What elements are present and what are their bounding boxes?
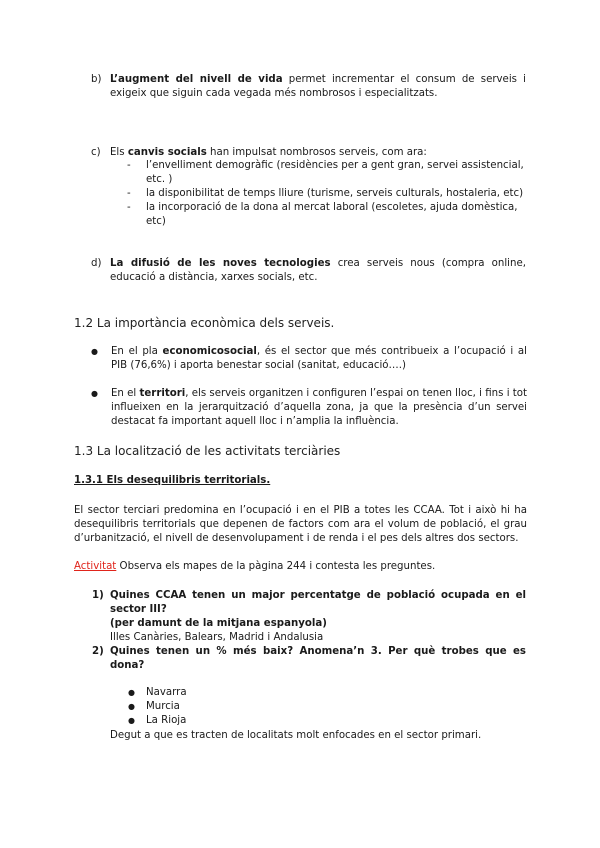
activity-line [74, 560, 534, 574]
question-1-number: 1) [92, 590, 104, 601]
item-d-rest: crea serveis nous (compra online, educació a distància, xarxes socials, etc. [110, 258, 526, 283]
item-c-sub-1: l’envelliment demogràfic (residències per a gent gran, servei assistencial, etc. ) [146, 160, 524, 185]
item-c-pre: Els [110, 147, 128, 158]
item-d-text [110, 257, 526, 285]
question-2-bold: Quines tenen un % més baix? Anomena’n 3. Per què trobes que es dona? [110, 646, 526, 671]
list-item: La Rioja [146, 715, 187, 726]
list-item: Murcia [146, 701, 180, 712]
item-c-sub-3: la incorporació de la dona al mercat laboral (escoletes, ajuda domèstica, etc) [146, 202, 518, 227]
question-1-text [110, 589, 526, 617]
section-1-3-1-subtitle [74, 474, 270, 488]
item-c-bold: canvis socials [127, 147, 207, 158]
bullet-icon: ● [128, 716, 135, 725]
item-c-rest: han impulsat nombrosos serveis, com ara: [206, 147, 427, 158]
dash-marker: - [127, 160, 131, 171]
item-d-marker: d) [91, 258, 102, 269]
item-c-marker: c) [91, 147, 101, 158]
question-2-number: 2) [92, 646, 104, 657]
dash-marker: - [127, 188, 131, 199]
question-1-sub-bold: (per damunt de la mitjana espanyola) [110, 618, 327, 629]
section-1-3-paragraph: El sector terciari predomina en l’ocupació i en el PIB a totes les CCAA. Tot i això hi ha desequilibris territorials que depenen de factors com ara el volum de població, el grau d’urbanització, el nivell de desenvolupament i de renda i el pes dels altres dos sectors. [74, 505, 527, 544]
question-1-answer: Illes Canàries, Balears, Madrid i Andalusia [110, 632, 324, 643]
section-1-3-title: 1.3 La localització de les activitats terciàries [74, 444, 341, 458]
bullet-2-text [111, 387, 527, 429]
list-item: Navarra [146, 687, 187, 698]
item-b-rest: permet incrementar el consum de serveis i exigeix que siguin cada vegada més nombrosos i especialitzats. [110, 74, 526, 99]
item-b-text [110, 73, 526, 101]
bullet-icon: ● [128, 702, 135, 711]
activity-label: Activitat [74, 561, 117, 572]
question-1-sub [110, 617, 526, 631]
bullet-icon: ● [128, 688, 135, 697]
question-1-bold: Quines CCAA tenen un major percentatge de població ocupada en el sector III? [110, 590, 526, 615]
bullet-icon: ● [91, 389, 98, 398]
bullet-2-pre: En el [111, 388, 140, 399]
item-c-sub-2: la disponibilitat de temps lliure (turisme, serveis culturals, hostaleria, etc) [146, 188, 524, 199]
bullet-2-rest: , els serveis organitzen i configuren l’espai on tenen lloc, i fins i tot influeixen en la jerarquització d’aquella zona, ja que la presència d’un servei destacat fa important aquell lloc i n’amplia la influència. [111, 388, 528, 427]
bullet-icon: ● [91, 347, 98, 356]
section-1-2-title: 1.2 La importància econòmica dels serveis. [74, 316, 335, 330]
bullet-1-bold: economicosocial [162, 346, 257, 357]
bullet-1-pre: En el pla [111, 346, 163, 357]
dash-marker: - [127, 202, 131, 213]
activity-text: Observa els mapes de la pàgina 244 i contesta les preguntes. [116, 561, 436, 572]
item-c-text [110, 146, 530, 160]
subtitle-text: 1.3.1 Els desequilibris territorials. [74, 475, 271, 486]
bullet-2-bold: territori [139, 388, 186, 399]
question-2-text [110, 645, 526, 673]
item-b-marker: b) [91, 74, 102, 85]
bullet-1-text [111, 345, 527, 373]
bullet-1-rest: , és el sector que més contribueix a l’ocupació i al PIB (76,6%) i aporta benestar social (sanitat, educació….) [111, 346, 527, 371]
item-b-bold: L’augment del nivell de vida [110, 74, 283, 85]
item-d-bold: La difusió de les noves tecnologies [110, 258, 331, 269]
question-2-answer: Degut a que es tracten de localitats molt enfocades en el sector primari. [110, 730, 482, 741]
